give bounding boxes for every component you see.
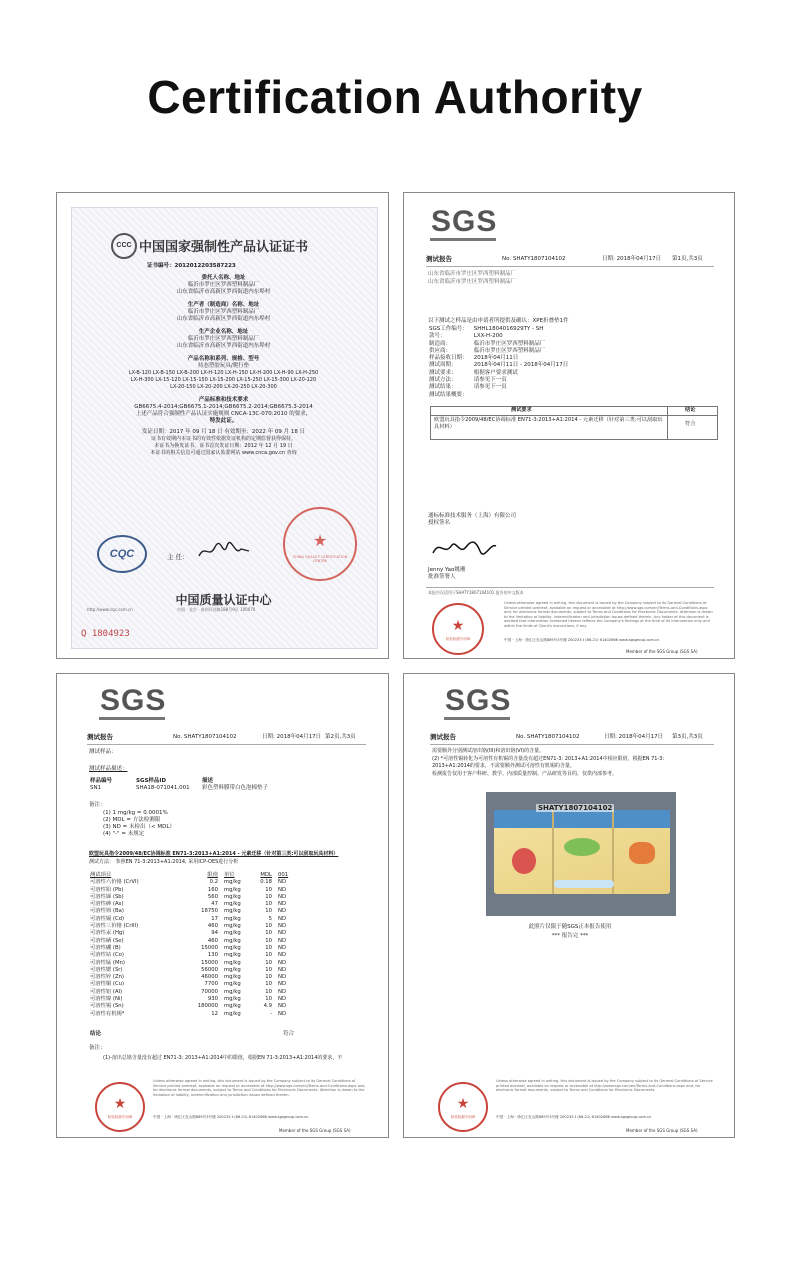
- unit-value: mg/kg: [224, 901, 241, 908]
- sample-desc: 彩色塑料膜带白色泡棉垫子: [202, 785, 269, 792]
- inspection-seal-stamp: [432, 603, 484, 655]
- test-method: 测试方法： 参照EN 71-3:2013+A1:2014, 采用ICP-OES进行分析: [89, 859, 239, 865]
- result-row: [87, 1003, 299, 1010]
- signer-name: Jenny Yao姚珊: [428, 567, 466, 573]
- producer-label: 生产者（制造商）名称、地址: [187, 302, 260, 308]
- sgs-address: 中国 · 上海 · 徐汇区宜山路889号3号楼 200233 t (86-21) 61402666 www.sgsgroup.com.cn: [496, 1115, 652, 1119]
- result-value: ND: [278, 930, 287, 937]
- standard-label: 产品标准和技术要求: [198, 397, 249, 403]
- photo-animal-icon: [512, 848, 536, 874]
- product-label: 产品名称和系列、规格、型号: [187, 356, 260, 362]
- ccc-certificate-panel: [56, 192, 389, 659]
- sgs-logo-bar: [99, 717, 165, 720]
- col-test-item: 测试项目: [90, 872, 112, 878]
- sgs-address: 中国 · 上海 · 徐汇区宜山路889号3号楼 200233 t (86-21) 61402666 www.sgsgroup.com.cn: [153, 1115, 309, 1119]
- factory-name: 临沂市罗庄区罗西塑料制品厂: [187, 336, 260, 342]
- note-item: (2) MDL = 方法检测限: [103, 817, 161, 823]
- header-divider: [87, 744, 366, 745]
- sgs-logo-bar: [430, 238, 496, 241]
- legal-fine-print: Unless otherwise agreed in writing, this document is issued by the Company subject to its General Conditions of Service printed overleaf, available on request or accessible at http://www.sgs.com/en/Terms-and-Conditions.aspx and, for electronic format documents, subject to Terms and Conditions for Electronic Documents. Attention is drawn to the limitation of liability, indemnification and jurisdiction issues defined therein.: [153, 1079, 366, 1097]
- result-row: [87, 981, 299, 988]
- cqc-seal-stamp: [283, 507, 357, 581]
- footer-divider: [426, 587, 714, 588]
- sample-table: [87, 778, 271, 793]
- result-row: [87, 930, 299, 937]
- sgs-logo-bar: [444, 717, 510, 720]
- limit-value: 930: [207, 996, 218, 1003]
- result-value: ND: [278, 915, 287, 922]
- product-models-line-1: LX-B-120 LX-B-150 LX-B-200 LX-H-120 LX-H-150 LX-H-200 LX-H-90 LX-H-250: [128, 370, 319, 376]
- info-label: 测试要求：: [429, 369, 457, 376]
- remark-text: (1)-溶出总铬含量没有超过 EN71-3: 2013+A1:2014中的限值，根据EN 71-3:2013+A1:2014的要求，不: [103, 1055, 343, 1061]
- photo-mat: [494, 810, 670, 894]
- limit-value: 46000: [201, 974, 218, 981]
- sgs-logo: SGS: [100, 684, 167, 717]
- limit-value: 17: [211, 915, 218, 922]
- mdl-value: 10: [265, 908, 272, 915]
- client-line-1: 山东省临沂市罗庄区罗西塑料制品厂: [428, 271, 517, 277]
- sgs-member: Member of the SGS Group (SGS SA): [626, 649, 698, 654]
- mdl-value: -: [270, 1010, 272, 1017]
- page-title: Certification Authority: [147, 71, 643, 123]
- result-value: ND: [278, 1010, 287, 1017]
- test-item: 可溶性铅 (Pb): [90, 886, 124, 893]
- mdl-value: 10: [265, 893, 272, 900]
- info-value: 请参见下一页: [473, 384, 507, 391]
- seal-text: CHINA QUALITY CERTIFICATION CENTRE: [292, 555, 348, 563]
- sgs-member: Member of the SGS Group (SGS SA): [626, 1128, 698, 1133]
- info-value: 请参见下一页: [473, 377, 507, 384]
- summary-row-requirement: 欧盟玩具指令2009/48/EC协调标准 EN71-3:2013+A1:2014 - 元素迁移（针对第三类:可以刮取玩具材料）: [434, 417, 663, 430]
- result-value: ND: [278, 937, 287, 944]
- photo-caption: 此照片仅限于随SGS正本报告使用: [528, 924, 612, 930]
- info-value: 根据客户要求测试: [473, 369, 518, 376]
- info-value: 2018年04月11日: [473, 355, 519, 362]
- limit-value: 70000: [201, 988, 218, 995]
- sample-id: SHA18-071041.001: [136, 785, 190, 792]
- note-line: 需要额外分别测试溶出铬(III)和溶出铬(VI)的含量。: [432, 748, 545, 754]
- mdl-value: 10: [265, 944, 272, 951]
- test-item: 可溶性六价铬 (CrVI): [90, 879, 139, 886]
- photo-tree-icon: [564, 838, 600, 856]
- test-item: 可溶性锌 (Zn): [90, 974, 124, 981]
- seal-star-icon: ★: [456, 1096, 470, 1112]
- limit-value: 12: [211, 1010, 218, 1017]
- summary-row-conclusion: 符合: [685, 421, 696, 427]
- standard-title: 欧盟玩具指令2009/48/EC协调标准 EN71-3:2013+A1:2014 - 元素迁移（针对第三类:可以刮取玩具材料）: [89, 851, 339, 857]
- signer-role: 批准签署人: [428, 574, 456, 580]
- report-page: 第3页,共3页: [672, 734, 703, 740]
- limit-value: 94: [211, 930, 218, 937]
- director-label: 主 任：: [167, 553, 189, 561]
- client-line-2: 山东省临沂市罗庄区罗西塑料制品厂: [428, 279, 517, 285]
- col-result: 001: [278, 872, 289, 878]
- cqc-url: http://www.cqc.com.cn: [87, 607, 133, 612]
- summary-table: [430, 406, 718, 440]
- mdl-value: 0.18: [260, 879, 272, 886]
- limit-value: 7700: [204, 981, 218, 988]
- report-label: 测试报告: [430, 733, 456, 741]
- unit-value: mg/kg: [224, 930, 241, 937]
- test-item: 可溶性钡 (Ba): [90, 908, 124, 915]
- unit-value: mg/kg: [224, 966, 241, 973]
- report-end: *** 报告完 ***: [551, 933, 589, 939]
- seal-star-icon: ★: [312, 531, 328, 550]
- limit-value: 460: [207, 937, 218, 944]
- summary-col-conclusion: 结论: [685, 407, 696, 413]
- report-number: No. SHATY1807104102: [502, 256, 566, 262]
- result-value: ND: [278, 893, 287, 900]
- inspection-seal-stamp: [438, 1082, 488, 1132]
- director-signature-icon: [197, 541, 252, 561]
- seal-text: 检验检测专用章: [445, 637, 471, 641]
- mdl-value: 10: [265, 959, 272, 966]
- summary-col-requirement: 测试要求: [511, 407, 532, 413]
- signature-icon: [430, 537, 500, 563]
- limit-value: 15000: [201, 944, 218, 951]
- conclusion-label: 结论: [90, 1031, 102, 1037]
- sgs-report-page-1: [403, 192, 735, 659]
- product-name: 持态塑胶玩具/爬行垫: [197, 363, 250, 369]
- mdl-value: 10: [265, 981, 272, 988]
- issuer-name: 通标标准技术服务（上海）有限公司: [428, 513, 517, 519]
- validity-text: 证书有效期内本证书的有效性依据发证机构的定期监督获得保持。: [150, 436, 296, 442]
- unit-value: mg/kg: [224, 937, 241, 944]
- test-item: 可溶性锑 (Sb): [90, 893, 124, 900]
- limit-value: 560: [207, 893, 218, 900]
- note-line: 2013+A1:2014的要求，不需要额外测试可溶性有机锡的含量。: [432, 763, 575, 769]
- sample-intro: 以下测试之样品是由申请者所提供及确认：XPE折叠垫1件: [428, 318, 569, 324]
- test-item: 可溶性硒 (Se): [90, 937, 124, 944]
- limit-value: 56000: [201, 966, 218, 973]
- unit-value: mg/kg: [224, 988, 241, 995]
- legal-fine-print: Unless otherwise agreed in writing, this document is issued by the Company subject to its General Conditions of Service printed overleaf, available on request or accessible at http://www.sgs.com/en/Terms-and-Conditions.aspx and, for electronic format documents, subject to Terms and Conditions for Electronic Documents.: [496, 1079, 713, 1092]
- mdl-value: 4.9: [263, 1003, 272, 1010]
- unit-value: mg/kg: [224, 923, 241, 930]
- unit-value: mg/kg: [224, 959, 241, 966]
- col-sample-no: 样品编号: [90, 778, 113, 784]
- report-date: 日期: 2018年04月17日: [262, 734, 322, 740]
- result-value: ND: [278, 908, 287, 915]
- note-line: 检测报告仅用于客户科研、教学、内部质量控制、产品研发等目的，仅供内部参考。: [432, 770, 618, 777]
- notes-label: 备注：: [89, 802, 106, 808]
- result-row: [87, 887, 299, 894]
- result-row: [87, 952, 299, 959]
- serial-number: Q 1804923: [81, 629, 130, 639]
- report-page: 第2页,共3页: [325, 734, 356, 740]
- unit-value: mg/kg: [224, 879, 241, 886]
- info-value: 临沂市罗庄区罗西塑料制品厂: [473, 347, 546, 354]
- unit-value: mg/kg: [224, 981, 241, 988]
- limit-value: 15000: [201, 959, 218, 966]
- note-item: (4) "-" = 未规定: [103, 831, 145, 837]
- test-item: 可溶性砷 (As): [90, 901, 124, 908]
- test-item: 可溶性铜 (Cu): [90, 981, 125, 988]
- test-item: 可溶性钴 (Co): [90, 952, 124, 959]
- note-item: (1) 1 mg/kg = 0.0001%: [103, 810, 168, 816]
- result-value: ND: [278, 981, 287, 988]
- result-row: [87, 938, 299, 945]
- first-issue-text: 本证书为换发证书，证书首次发证日期：2012 年 12 月 19 日: [154, 443, 293, 449]
- result-row: [87, 879, 299, 886]
- sgs-member: Member of the SGS Group (SGS SA): [279, 1128, 351, 1133]
- info-label: 测试方法：: [429, 377, 457, 384]
- results-table: [87, 872, 299, 1018]
- sgs-logo: SGS: [431, 205, 498, 238]
- limit-value: 18750: [201, 908, 218, 915]
- seal-star-icon: ★: [451, 618, 465, 634]
- special-issue: 特发此证。: [209, 418, 238, 424]
- report-label: 测试报告: [87, 733, 113, 741]
- mdl-value: 10: [265, 886, 272, 893]
- seal-text: 检验检测专用章: [450, 1115, 476, 1119]
- info-label: SGS工作编号：: [429, 326, 468, 332]
- report-date: 日期: 2018年04月17日: [604, 734, 664, 740]
- rule-text: 上述产品符合强制性产品认证实施规则 CNCA-13C-070:2010 的要求，: [135, 411, 312, 417]
- seal-star-icon: ★: [113, 1096, 127, 1112]
- report-number: No. SHATY1807104102: [516, 734, 580, 740]
- test-item: 可溶性汞 (Hg): [90, 930, 125, 937]
- mdl-value: 10: [265, 996, 272, 1003]
- unit-value: mg/kg: [224, 908, 241, 915]
- factory-address: 山东省临沂市高新区罗西街道内东埠村: [176, 343, 271, 349]
- unit-value: mg/kg: [224, 893, 241, 900]
- result-value: ND: [278, 886, 287, 893]
- col-description: 描述: [202, 778, 214, 784]
- footer-note: 本报告仅适用于SHATY1807104101 报告的中文版本: [428, 590, 524, 595]
- conclusion-value: 符合: [283, 1031, 295, 1037]
- factory-label: 生产企业名称、地址: [198, 329, 249, 335]
- result-row: [87, 908, 299, 915]
- report-label: 测试报告: [426, 255, 452, 263]
- result-value: ND: [278, 879, 287, 886]
- inspection-seal-stamp: [95, 1082, 145, 1132]
- lookup-text: 本证书的相关信息可通过国家认监委网站 www.cnca.gov.cn 查询: [150, 450, 297, 456]
- sgs-address: 中国 · 上海 · 徐汇区宜山路889号3号楼 200233 t (86-21) 61402666 www.sgsgroup.com.cn: [504, 638, 660, 642]
- cert-number: 证书编号：2012012203587223: [147, 263, 236, 269]
- test-item: 可溶性硼 (B): [90, 944, 121, 951]
- unit-value: mg/kg: [224, 974, 241, 981]
- test-item: 可溶性铝 (Al): [90, 988, 123, 995]
- result-value: ND: [278, 996, 287, 1003]
- cqc-logo-icon: CQC: [97, 535, 147, 573]
- result-row: [87, 989, 299, 996]
- issue-dates: 发证日期：2017 年 09 月 18 日 有效期至：2022 年 09 月 18 日: [141, 429, 306, 435]
- photo-label: SHATY1807104102: [538, 804, 613, 812]
- result-value: ND: [278, 944, 287, 951]
- limit-value: 47: [211, 901, 218, 908]
- sgs-logo: SGS: [445, 684, 512, 717]
- result-row: [87, 1011, 299, 1018]
- sgs-report-page-2: [56, 673, 389, 1138]
- col-unit: 单位: [224, 872, 235, 878]
- col-mdl: MDL: [260, 872, 272, 878]
- info-value: SHHL1804016929TY - SH: [473, 326, 544, 332]
- limit-value: 180000: [197, 1003, 218, 1010]
- limit-value: 460: [207, 923, 218, 930]
- test-item: 可溶性锰 (Mn): [90, 959, 125, 966]
- legal-fine-print: Unless otherwise agreed in writing, this document is issued by the Company subject to its General Conditions of Service printed overleaf, available on request or accessible at http://www.sgs.com/en/Terms-and-Conditions.aspx and, for electronic format documents, subject to Terms and Conditions for Electronic Documents. Attention is drawn to the limitation of liability, indemnification and jurisdiction issues defined therein. Any holder of this document is advised that information contained hereon reflects the Company's findings at the time of its intervention only and within the limits of Client's instructions, if any.: [504, 601, 713, 628]
- product-models-line-2: LX-H-300 LX-15-120 LX-15-150 LX-15-200 LX-15-250 LX-15-300 LX-20-120: [130, 377, 317, 383]
- mdl-value: 10: [265, 923, 272, 930]
- test-item: 可溶性锡 (Sn): [90, 1003, 124, 1010]
- col-sgs-id: SGS样品ID: [136, 778, 167, 784]
- unit-value: mg/kg: [224, 952, 241, 959]
- result-value: ND: [278, 952, 287, 959]
- product-photo: [486, 792, 676, 916]
- mdl-value: 10: [265, 974, 272, 981]
- certificate-header: 中国国家强制性产品认证证书: [139, 240, 309, 255]
- info-label: 制造商：: [429, 340, 452, 347]
- note-item: (3) ND = 未检出（< MDL）: [103, 824, 175, 830]
- report-page: 第1页,共3页: [672, 256, 703, 262]
- client-address: 山东省临沂市高新区罗西街道内东埠村: [176, 289, 271, 295]
- result-value: ND: [278, 959, 287, 966]
- info-label: 供应商：: [429, 347, 452, 354]
- sgs-report-page-3: [403, 673, 735, 1138]
- standard-text: GB6675.4-2014;GB6675.1-2014;GB6675.2-2014;GB6675.3-2014: [134, 404, 313, 410]
- mdl-value: 10: [265, 930, 272, 937]
- result-value: ND: [278, 923, 287, 930]
- info-label: 测试结果概要：: [429, 391, 468, 398]
- sample-desc-label: 测试样品描述：: [89, 766, 128, 772]
- cqc-address: 中国 · 北京 · 南四环西路188号9区 100070: [177, 607, 256, 612]
- sample-label: 测试样品：: [89, 749, 117, 755]
- info-label: 测试周期：: [429, 362, 457, 369]
- mdl-value: 10: [265, 901, 272, 908]
- sample-info-table: [426, 326, 571, 399]
- unit-value: mg/kg: [224, 886, 241, 893]
- producer-address: 山东省临沂市高新区罗西街道内东埠村: [176, 316, 271, 322]
- mdl-value: 5: [268, 915, 272, 922]
- header-divider: [426, 266, 714, 267]
- mdl-value: 10: [265, 988, 272, 995]
- unit-value: mg/kg: [224, 944, 241, 951]
- mdl-value: 10: [265, 937, 272, 944]
- info-value: 临沂市罗庄区罗西塑料制品厂: [473, 340, 546, 347]
- ccc-logo-icon: CCC: [111, 233, 137, 259]
- unit-value: mg/kg: [224, 915, 241, 922]
- test-item: 可溶性三价铬 (CrIII): [90, 923, 139, 930]
- sample-no: SN1: [90, 785, 102, 792]
- note-line: (2) *可溶性锡转化为可溶性有机锡的含量没有超过EN71-3: 2013+A1:2014中相应限值，根据EN 71-3:: [432, 755, 665, 762]
- unit-value: mg/kg: [224, 996, 241, 1003]
- mdl-value: 10: [265, 966, 272, 973]
- limit-value: 130: [207, 952, 218, 959]
- unit-value: mg/kg: [224, 1010, 241, 1017]
- producer-name: 临沂市罗庄区罗西塑料制品厂: [187, 309, 260, 315]
- test-item: 可溶性有机锡*: [90, 1010, 125, 1017]
- result-value: ND: [278, 901, 287, 908]
- client-name: 临沂市罗庄区罗西塑料制品厂: [187, 282, 260, 288]
- client-label: 委托人名称、地址: [201, 275, 246, 281]
- authorized-signature-label: 授权签名: [428, 520, 451, 526]
- result-value: ND: [278, 974, 287, 981]
- mdl-value: 10: [265, 952, 272, 959]
- info-value: 2018年04月11日 - 2018年04月17日: [473, 362, 569, 369]
- header-divider: [430, 744, 714, 745]
- result-value: ND: [278, 1003, 287, 1010]
- info-label: 款号：: [429, 333, 446, 340]
- limit-value: 0.2: [209, 879, 218, 886]
- col-limit: 限值: [207, 872, 218, 878]
- result-row: [87, 960, 299, 967]
- result-row: [87, 916, 299, 923]
- test-item: 可溶性锶 (Sr): [90, 966, 123, 973]
- report-number: No. SHATY1807104102: [173, 734, 237, 740]
- product-models-line-3: LX-20-150 LX-20-200 LX-20-250 LX-20-300: [170, 384, 277, 390]
- report-date: 日期: 2018年04月17日: [602, 256, 662, 262]
- result-value: ND: [278, 988, 287, 995]
- photo-bird-icon: [629, 842, 655, 864]
- result-value: ND: [278, 966, 287, 973]
- test-item: 可溶性镉 (Cd): [90, 915, 125, 922]
- issuing-org: 中国质量认证中心: [175, 593, 272, 607]
- limit-value: 160: [207, 886, 218, 893]
- test-item: 可溶性镍 (Ni): [90, 996, 123, 1003]
- remark-label: 备注：: [89, 1045, 106, 1051]
- seal-text: 检验检测专用章: [107, 1115, 133, 1119]
- info-value: LXX-H-200: [473, 333, 503, 340]
- info-label: 样品接收日期：: [429, 355, 468, 362]
- unit-value: mg/kg: [224, 1003, 241, 1010]
- info-label: 测试结果：: [429, 384, 457, 391]
